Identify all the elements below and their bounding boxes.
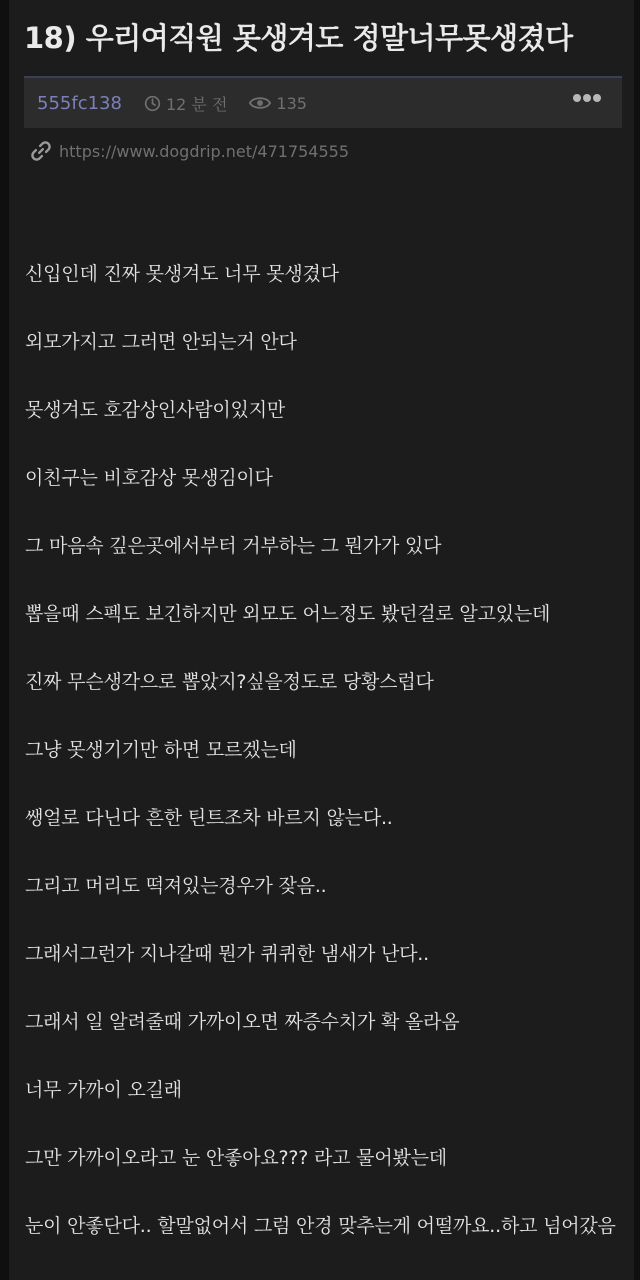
left-edge [0, 0, 9, 1280]
content-paragraph: 눈이 안좋단다.. 할말없어서 그럼 안경 맞추는게 어떨까요..하고 넘어갔음 [25, 1215, 616, 1237]
content-paragraph: 그리고 머리도 떡져있는경우가 잦음.. [25, 875, 327, 897]
content-paragraph: 그냥 못생기기만 하면 모르겠는데 [25, 739, 297, 761]
post-meta-bar [24, 76, 622, 128]
post-title: 18) 우리여직원 못생겨도 정말너무못생겼다 [24, 21, 573, 55]
content-paragraph: 못생겨도 호감상인사람이있지만 [25, 399, 285, 421]
time-text: 12 분 전 [165, 94, 228, 114]
post-url-row[interactable] [30, 140, 349, 162]
eye-icon [249, 95, 271, 111]
content-paragraph: 쌩얼로 다닌다 흔한 틴트조차 바르지 않는다.. [25, 807, 393, 829]
content-paragraph: 그래서 일 알려줄때 가까이오면 짜증수치가 확 올라옴 [25, 1011, 460, 1033]
content-paragraph: 외모가지고 그러면 안되는거 안다 [25, 331, 297, 353]
post-content [25, 260, 625, 1280]
content-paragraph: 진짜 무슨생각으로 뽑았지?싶을정도로 당황스럽다 [25, 671, 434, 693]
content-paragraph: 그만 가까이오라고 눈 안좋아요??? 라고 물어봤는데 [25, 1147, 447, 1169]
clock-icon [144, 95, 161, 112]
post-time [144, 92, 227, 115]
content-paragraph: 뽑을때 스펙도 보긴하지만 외모도 어느정도 봤던걸로 알고있는데 [25, 603, 551, 625]
right-edge [634, 0, 640, 1280]
post-views [249, 94, 307, 113]
content-paragraph: 그 마음속 깊은곳에서부터 거부하는 그 뭔가가 있다 [25, 535, 442, 557]
author-link[interactable]: 555fc138 [37, 92, 122, 114]
content-paragraph: 신입인데 진짜 못생겨도 너무 못생겼다 [25, 263, 339, 285]
content-paragraph: 그래서그런가 지나갈때 뭔가 퀴퀴한 냄새가 난다.. [25, 943, 429, 965]
views-count: 135 [276, 93, 307, 113]
post-url[interactable]: https://www.dogdrip.net/471754555 [59, 141, 350, 161]
more-dots-icon[interactable] [572, 92, 602, 104]
content-paragraph: 이친구는 비호감상 못생김이다 [25, 467, 273, 489]
link-icon [30, 140, 52, 162]
content-paragraph: 너무 가까이 오길래 [25, 1079, 182, 1101]
